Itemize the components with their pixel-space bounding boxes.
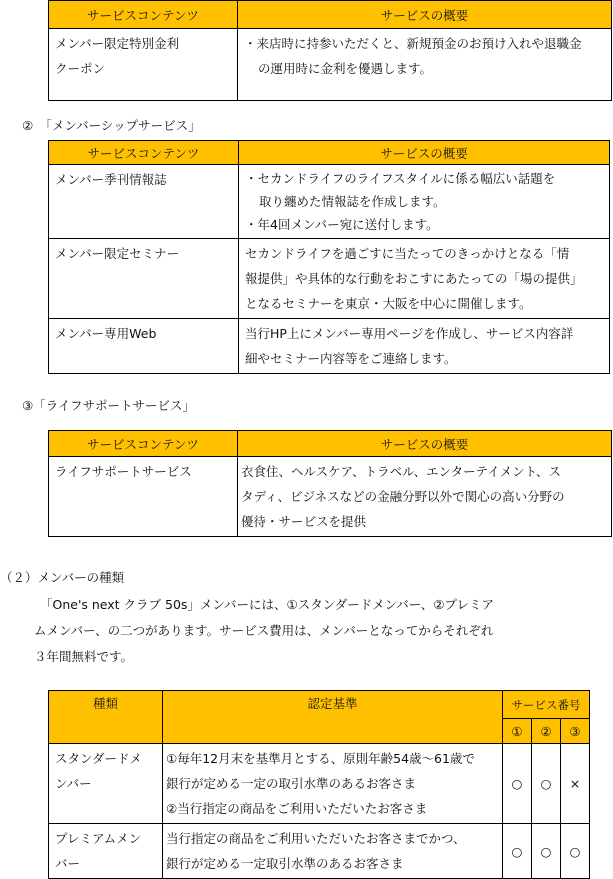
header-criteria: 認定基準: [163, 691, 503, 744]
table-row-summary: セカンドライフを過ごすに当たってのきっかけとなる「情 報提供」や具体的な行動をおこすにあたっての「場の提供」 となるセミナーを東京・大阪を中心に開催します。: [239, 239, 610, 319]
table-row-content: メンバー限定セミナー: [49, 239, 239, 319]
header-service-number: サービス番号: [503, 691, 590, 719]
mark-cell: ○: [503, 744, 532, 824]
table-row-summary: ・来店時に持参いただくと、新規預金のお預け入れや退職金 の運用時に金利を優遇します。: [238, 29, 612, 101]
table-header-content: サービスコンテンツ: [49, 1, 238, 29]
mark-cell: ×: [561, 744, 590, 824]
table-header-summary: サービスの概要: [238, 1, 612, 29]
mark-cell: ○: [532, 824, 561, 879]
table-row-content: ライフサポートサービス: [49, 457, 238, 537]
table-header-content: サービスコンテンツ: [49, 431, 238, 457]
service-number-3: ③: [561, 719, 590, 744]
members-paragraph: 「One's next クラブ 50s」メンバーには、①スタンダードメンバー、②プレミア ムメンバー、の二つがあります。サービス費用は、メンバーとなってからそれぞれ ３年間無料です。: [34, 597, 494, 664]
member-type-table: [48, 690, 590, 879]
mark-cell: ○: [503, 824, 532, 879]
table-header-summary: サービスの概要: [239, 141, 610, 165]
table-row-criteria: 当行指定の商品をご利用いただいたお客さまでかつ、 銀行が定める一定取引水準のあるお客さま: [163, 824, 503, 879]
section-heading-lifesupport: ③「ライフサポートサービス」: [22, 398, 195, 413]
mark-cell: ○: [561, 824, 590, 879]
members-heading: （２）メンバーの種類: [0, 570, 125, 585]
table-row-content: メンバー専用Web: [49, 319, 239, 374]
service-table-3: [48, 430, 612, 537]
table-row-criteria: ①毎年12月末を基準月とする、原則年齢54歳～61歳で 銀行が定める一定の取引水準のあるお客さま ②当行指定の商品をご利用いただいたお客さま: [163, 744, 503, 824]
service-number-2: ②: [532, 719, 561, 744]
table-row-summary: ・セカンドライフのライフスタイルに係る幅広い話題を 取り纏めた情報誌を作成します。 ・年4回メンバー宛に送付します。: [239, 165, 610, 239]
table-row-type: プレミアムメン バー: [49, 824, 163, 879]
header-type: 種類: [49, 691, 163, 744]
table-row-summary: 衣食住、ヘルスケア、トラベル、エンターテイメント、ス タディ、ビジネスなどの金融分野以外で関心の高い分野の 優待・サービスを提供: [238, 457, 612, 537]
section-heading-membership: ② 「メンバーシップサービス」: [22, 118, 201, 133]
table-row-summary: 当行HP上にメンバー専用ページを作成し、サービス内容詳 細やセミナー内容等をご連絡します。: [239, 319, 610, 374]
service-table-1: [48, 0, 612, 101]
service-table-2: [48, 140, 610, 374]
mark-cell: ○: [532, 744, 561, 824]
table-row-type: スタンダードメ ンバー: [49, 744, 163, 824]
table-row-content: メンバー限定特別金利 クーポン: [49, 29, 238, 101]
table-header-content: サービスコンテンツ: [49, 141, 239, 165]
service-number-1: ①: [503, 719, 532, 744]
table-header-summary: サービスの概要: [238, 431, 612, 457]
table-row-content: メンバー季刊情報誌: [49, 165, 239, 239]
